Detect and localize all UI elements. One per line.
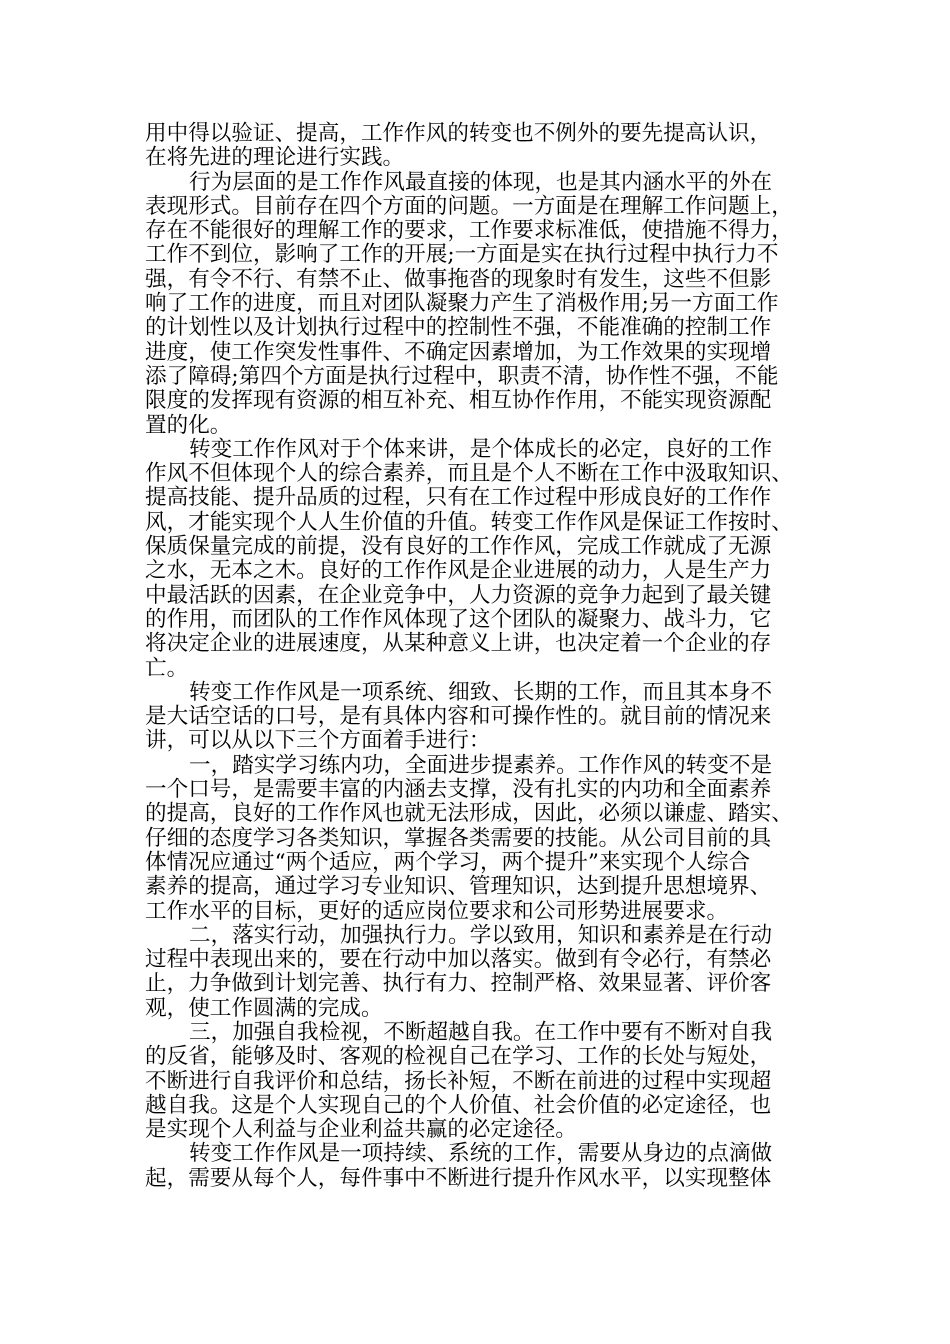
text-line: 进度，使工作突发性事件、不确定因素增加，为工作效果的实现增 (145, 339, 772, 365)
paragraph-first-line: 行为层面的是工作作风最直接的体现，也是其内涵水平的外在 (189, 169, 773, 195)
text-line: 的提高，良好的工作作风也就无法形成，因此，必须以谦虚、踏实、 (145, 801, 793, 827)
text-line: 的作用，而团队的工作作风体现了这个团队的凝聚力、战斗力，它 (145, 606, 772, 632)
text-line: 过程中表现出来的，要在行动中加以落实。做到有令必行，有禁必 (145, 947, 772, 973)
text-line: 是大话空话的口号，是有具体内容和可操作性的。就目前的情况来 (145, 704, 772, 730)
text-line: 风，才能实现个人人生价值的升值。转变工作作风是保证工作按时、 (145, 509, 793, 535)
text-line: 之水，无本之木。良好的工作作风是企业进展的动力，人是生产力 (145, 558, 772, 584)
text-line: 在将先进的理论进行实践。 (145, 145, 405, 171)
text-line: 存在不能很好的理解工作的要求，工作要求标准低，使措施不得力， (145, 218, 793, 244)
text-line: 的反省，能够及时、客观的检视自己在学习、工作的长处与短处， (145, 1044, 772, 1070)
text-line: 限度的发挥现有资源的相互补充、相互协作作用，不能实现资源配 (145, 388, 772, 414)
text-line: 体情况应通过“两个适应，两个学习，两个提升”来实现个人综合 (145, 849, 751, 875)
text-line: 讲，可以从以下三个方面着手进行： (145, 728, 491, 754)
text-line: 响了工作的进度，而且对团队凝聚力产生了消极作用;另一方面工作 (145, 291, 779, 317)
text-line: 一个口号，是需要丰富的内涵去支撑，没有扎实的内功和全面素养 (145, 777, 772, 803)
text-line: 不断进行自我评价和总结，扬长补短，不断在前进的过程中实现超 (145, 1068, 772, 1094)
text-line: 起，需要从每个人，每件事中不断进行提升作风水平，以实现整体 (145, 1165, 772, 1191)
text-line: 是实现个人利益与企业利益共赢的必定途径。 (145, 1117, 577, 1143)
text-line: 亡。 (145, 655, 189, 681)
text-line: 提高技能、提升品质的过程，只有在工作过程中形成良好的工作作 (145, 485, 772, 511)
text-line: 强，有令不行、有禁不止、做事拖沓的现象时有发生，这些不但影 (145, 266, 772, 292)
text-line: 越自我。这是个人实现自己的个人价值、社会价值的必定途径，也 (145, 1092, 772, 1118)
text-line: 保质保量完成的前提，没有良好的工作作风，完成工作就成了无源 (145, 534, 772, 560)
paragraph-first-line: 转变工作作风是一项持续、系统的工作，需要从身边的点滴做 (189, 1141, 773, 1167)
text-line: 工作不到位，影响了工作的开展;一方面是实在执行过程中执行力不 (145, 242, 779, 268)
text-line: 用中得以验证、提高，工作作风的转变也不例外的要先提高认识， (145, 121, 772, 146)
document-body (145, 122, 805, 1191)
text-line: 工作水平的目标，更好的适应岗位要求和公司形势进展要求。 (145, 898, 729, 924)
text-line: 观，使工作圆满的完成。 (145, 995, 383, 1021)
text-line: 作风不但体现个人的综合素养，而且是个人不断在工作中汲取知识、 (145, 461, 793, 487)
text-line: 素养的提高，通过学习专业知识、管理知识，达到提升思想境界、 (145, 874, 772, 900)
paragraph-first-line: 二，落实行动，加强执行力。学以致用，知识和素养是在行动 (189, 922, 773, 948)
text-line: 将决定企业的进展速度，从某种意义上讲，也决定着一个企业的存 (145, 631, 772, 657)
paragraph-first-line: 一，踏实学习练内功，全面进步提素养。工作作风的转变不是 (189, 752, 773, 778)
paragraph-first-line: 转变工作作风是一项系统、细致、长期的工作，而且其本身不 (189, 679, 773, 705)
text-line: 中最活跃的因素，在企业竞争中，人力资源的竞争力起到了最关键 (145, 582, 772, 608)
paragraph-first-line: 转变工作作风对于个体来讲，是个体成长的必定，良好的工作 (189, 436, 773, 462)
text-line: 置的化。 (145, 412, 232, 438)
text-line: 表现形式。目前存在四个方面的问题。一方面是在理解工作问题上， (145, 193, 793, 219)
text-line: 仔细的态度学习各类知识，掌握各类需要的技能。从公司目前的具 (145, 825, 772, 851)
paragraph-first-line: 三，加强自我检视，不断超越自我。在工作中要有不断对自我 (189, 1019, 773, 1045)
text-line: 添了障碍;第四个方面是执行过程中，职责不清，协作性不强，不能 (145, 363, 779, 389)
text-line: 止，力争做到计划完善、执行有力、控制严格、效果显著、评价客 (145, 971, 772, 997)
text-line: 的计划性以及计划执行过程中的控制性不强，不能准确的控制工作 (145, 315, 772, 341)
